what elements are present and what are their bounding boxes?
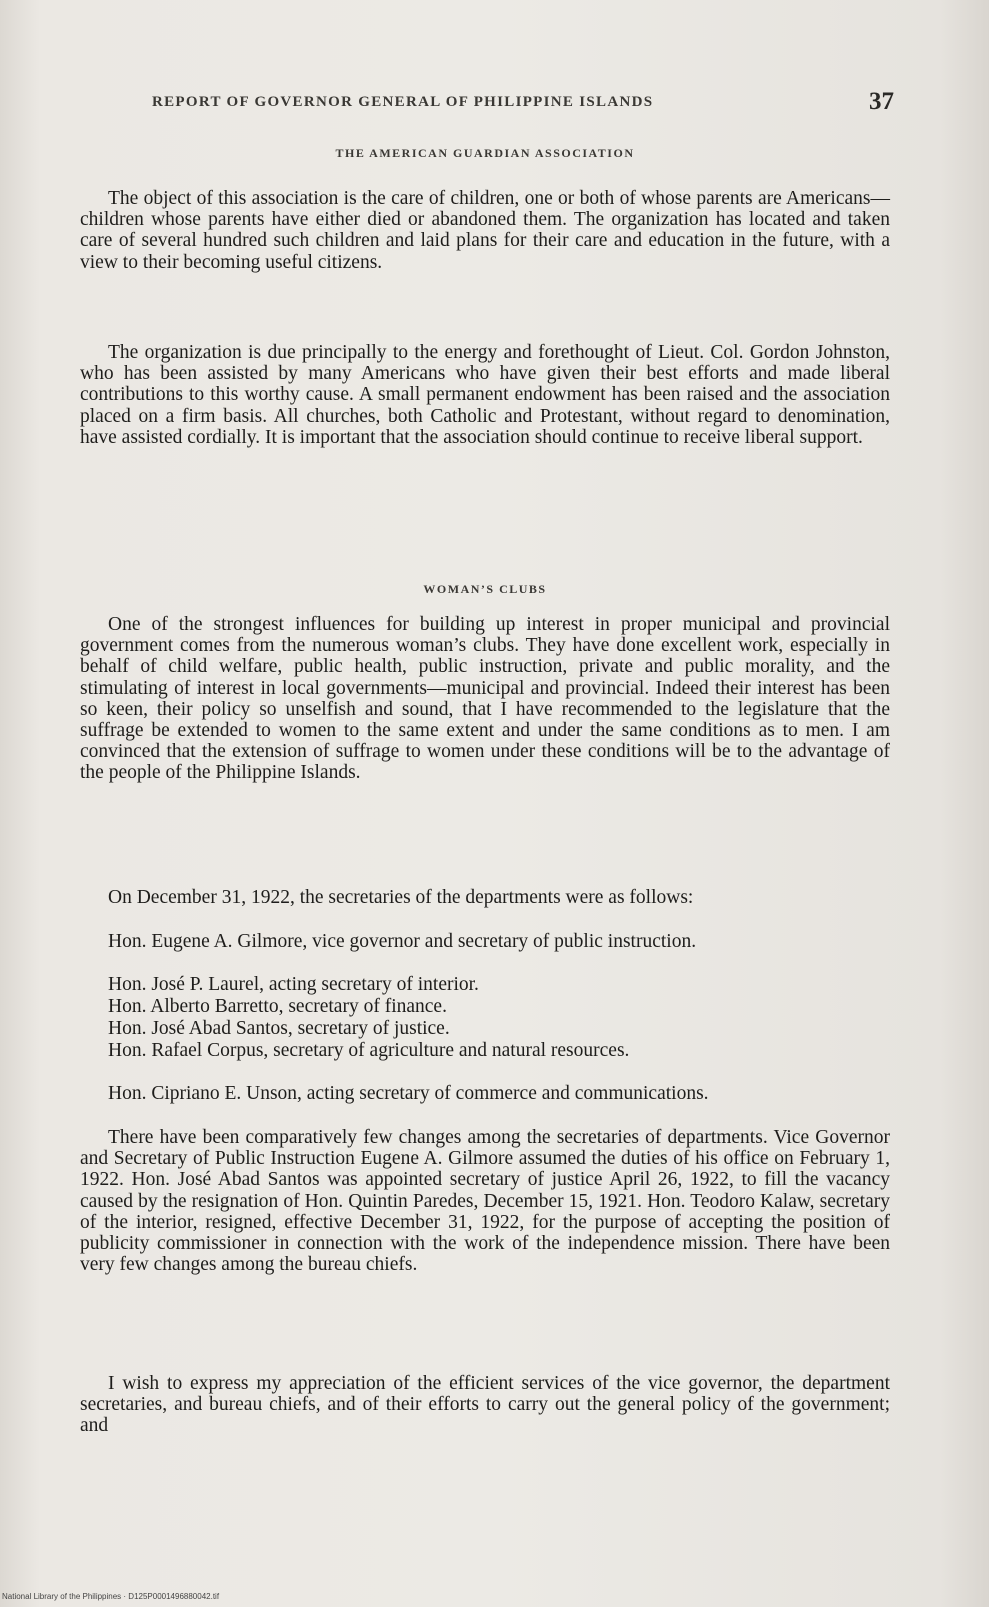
secretary-list-item: Hon. José Abad Santos, secretary of justice. [108, 1018, 450, 1039]
secretary-list-item: Hon. José P. Laurel, acting secretary of interior. [108, 974, 479, 995]
section-heading-american-guardian: THE AMERICAN GUARDIAN ASSOCIATION [335, 146, 635, 160]
paragraph: The object of this association is the care of children, one or both of whose parents are Americans—children whose parents have either died or abandoned them. The organization has located and taken care of several hundred such children and laid plans for their care and education in the future, with a view to their becoming useful citizens. [80, 188, 890, 273]
secretary-list-item: Hon. Eugene A. Gilmore, vice governor and secretary of public instruction. [108, 931, 697, 952]
running-title: REPORT OF GOVERNOR GENERAL OF PHILIPPINE ISLANDS [152, 94, 654, 110]
running-header [152, 88, 894, 122]
secretary-list-item: Hon. Rafael Corpus, secretary of agriculture and natural resources. [108, 1040, 630, 1061]
paragraph: I wish to express my appreciation of the efficient services of the vice governor, the department secretaries, and bureau chiefs, and of their efforts to carry out the general policy of the government; and [80, 1373, 890, 1437]
section-heading-womans-clubs: WOMAN’S CLUBS [423, 582, 547, 596]
page-number: 37 [869, 88, 894, 115]
scan-footer-label: National Library of the Philippines · D125P0001496880042.tif [2, 1592, 220, 1601]
paragraph: The organization is due principally to the energy and forethought of Lieut. Col. Gordon Johnston, who has been assisted by many Americans who have given their best efforts and made liberal contributions to this worthy cause. A small permanent endowment has been raised and the association placed on a firm basis. All churches, both Catholic and Protestant, without regard to denomination, have assisted cordially. It is important that the association should continue to receive liberal support. [80, 342, 890, 448]
secretary-list-item: Hon. Cipriano E. Unson, acting secretary of commerce and communications. [108, 1083, 709, 1104]
paragraph: One of the strongest influences for building up interest in proper municipal and provincial government comes from the numerous woman’s clubs. They have done excellent work, especially in behalf of child welfare, public health, public instruction, private and public morality, and the stimulating of interest in local governments—municipal and provincial. Indeed their interest has been so keen, their policy so unselfish and sound, that I have recommended to the legislature that the suffrage be extended to women to the same extent and under the same conditions as to men. I am convinced that the extension of suffrage to women under these conditions will be to the advantage of the people of the Philippine Islands. [80, 614, 890, 784]
paragraph: On December 31, 1922, the secretaries of the departments were as follows: [108, 887, 694, 908]
paragraph: There have been comparatively few changes among the secretaries of departments. Vice Governor and Secretary of Public Instruction Eugene A. Gilmore assumed the duties of his office on February 1, 1922. Hon. José Abad Santos was appointed secretary of justice April 26, 1922, to fill the vacancy caused by the resignation of Hon. Quintin Paredes, December 15, 1921. Hon. Teodoro Kalaw, secretary of the interior, resigned, effective December 31, 1922, for the purpose of accepting the position of publicity commissioner in connection with the work of the independence mission. There have been very few changes among the bureau chiefs. [80, 1127, 890, 1276]
secretary-list-item: Hon. Alberto Barretto, secretary of finance. [108, 996, 447, 1017]
